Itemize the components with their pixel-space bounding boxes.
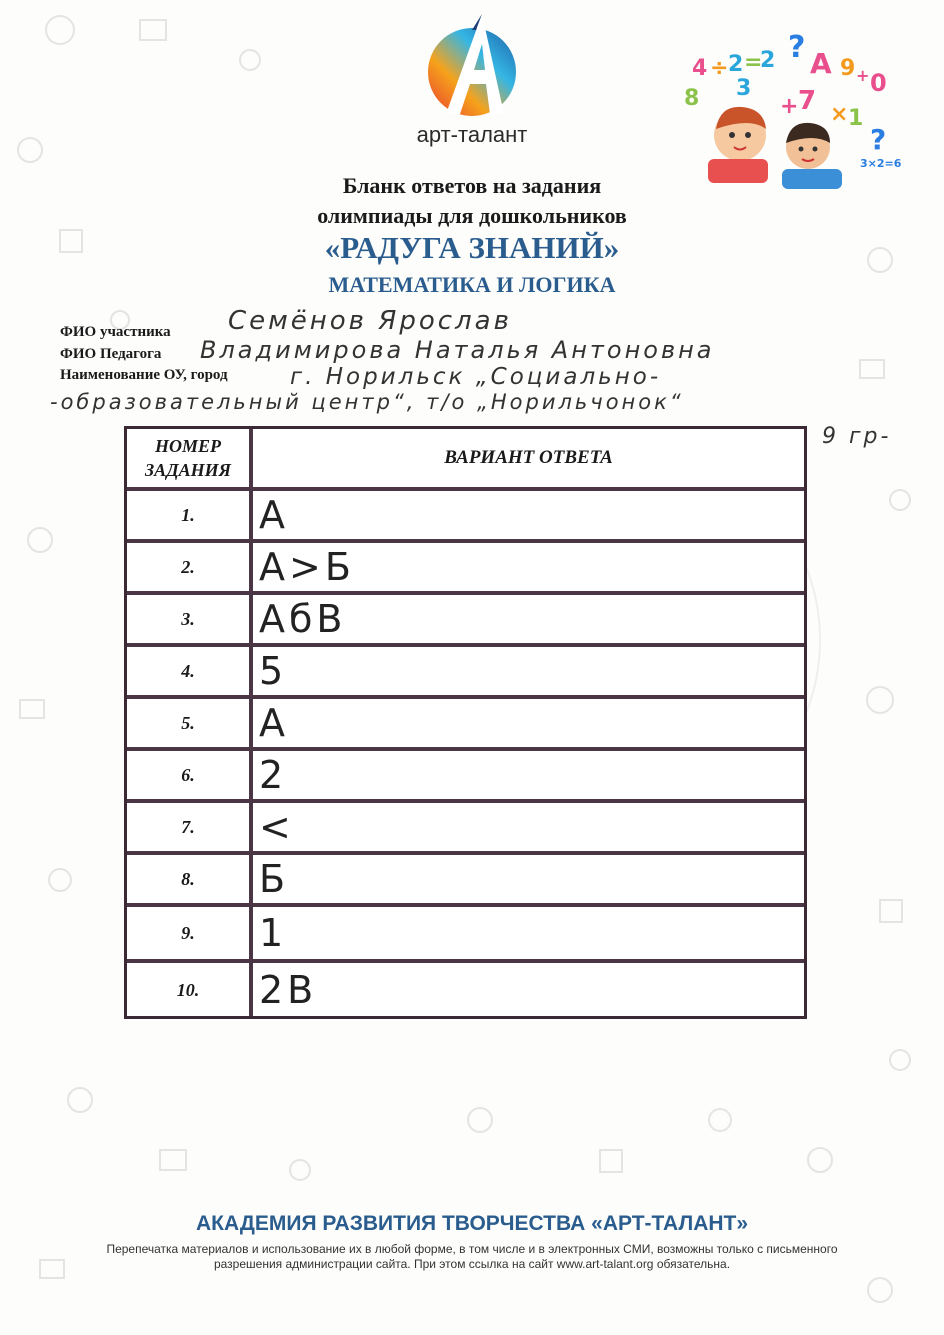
answer-value: А>Б [259,545,355,589]
symbol-2b: 2 [760,48,776,73]
symbol-2a: 2 [728,52,744,77]
symbol-9: 9 [840,56,856,81]
symbol-times: × [830,102,849,127]
answer-cell[interactable] [253,751,804,799]
art-talant-logo [397,10,547,170]
answer-cell[interactable] [253,595,804,643]
answer-value: АбВ [259,597,347,641]
task-number: 10. [127,963,253,1016]
footer-title: АКАДЕМИЯ РАЗВИТИЯ ТВОРЧЕСТВА «АРТ-ТАЛАНТ» [195,1212,749,1235]
table-row [127,543,804,595]
answer-cell[interactable] [253,803,804,851]
table-row [127,647,804,699]
title-line-2: олимпиады для дошкольников [317,203,627,228]
answer-value: 2 [259,753,288,797]
task-number: 8. [127,855,253,903]
answer-cell[interactable] [253,855,804,903]
answers-table [124,426,807,1019]
symbol-0: 0 [870,69,887,97]
symbol-plus2: + [780,94,799,119]
answer-cell[interactable] [253,699,804,747]
symbol-3: 3 [736,76,752,101]
teacher-label: ФИО Педагога [60,346,162,362]
logo-text: арт-талант [416,122,528,147]
answer-value: 5 [259,649,288,693]
table-row [127,855,804,907]
answer-value: А [259,701,289,745]
participant-value[interactable]: Семёнов Ярослав [228,306,512,336]
group-note: 9 гр- [822,424,892,449]
answer-cell[interactable] [253,647,804,695]
table-row [127,491,804,543]
table-row [127,907,804,963]
table-header-row [127,429,804,491]
table-row [127,963,804,1016]
answer-cell[interactable] [253,491,804,539]
org-label: Наименование ОУ, город [60,367,228,383]
symbol-a: А [810,47,832,80]
org-value[interactable]: г. Норильск „Социально- [290,364,662,390]
symbol-plus: + [856,66,870,85]
title-line-1: Бланк ответов на задания [342,173,602,198]
org-value-line2[interactable]: -образовательный центр“, т/о „Норильчонок“ [50,390,684,414]
col-header-task-number: НОМЕР ЗАДАНИЯ [127,429,253,487]
task-number: 5. [127,699,253,747]
table-row [127,595,804,647]
symbol-4: 4 [692,56,708,81]
symbol-q1: ? [788,30,806,65]
table-row [127,803,804,855]
symbol-div: ÷ [710,56,729,81]
answer-value: 2В [259,967,318,1012]
answer-value: А [259,493,289,537]
teacher-value[interactable]: Владимирова Наталья Антоновна [200,336,715,364]
answer-cell[interactable] [253,543,804,591]
col-header-answer: ВАРИАНТ ОТВЕТА [444,447,613,468]
answer-cell[interactable] [253,963,804,1016]
answer-value: 1 [259,911,288,955]
symbol-1: 1 [848,106,864,131]
task-number: 2. [127,543,253,591]
symbol-7: 7 [798,86,817,116]
task-number: 4. [127,647,253,695]
footer-text: Перепечатка материалов и использование их в любой форме, в том числе и в электронных СМИ, возможны только с письменного разрешения администрации сайта. При этом ссылка на сайт www.art-talant.org обязательна. [106,1242,838,1271]
task-number: 1. [127,491,253,539]
symbol-eq: = [744,50,763,75]
table-row [127,699,804,751]
answer-cell[interactable] [253,907,804,959]
answer-value: < [259,805,295,849]
symbol-eq-small: 3×2=6 [860,157,902,170]
logo-a-icon [424,10,520,120]
table-row [127,751,804,803]
task-number: 6. [127,751,253,799]
kids-math-illustration [680,25,905,195]
subject-title: МАТЕМАТИКА И ЛОГИКА [328,272,616,297]
task-number: 9. [127,907,253,959]
symbol-8: 8 [684,86,700,111]
participant-label: ФИО участника [60,324,171,340]
symbol-q2: ? [870,123,887,156]
answer-value: Б [259,857,290,901]
task-number: 3. [127,595,253,643]
olympiad-name: «РАДУГА ЗНАНИЙ» [324,230,620,265]
task-number: 7. [127,803,253,851]
